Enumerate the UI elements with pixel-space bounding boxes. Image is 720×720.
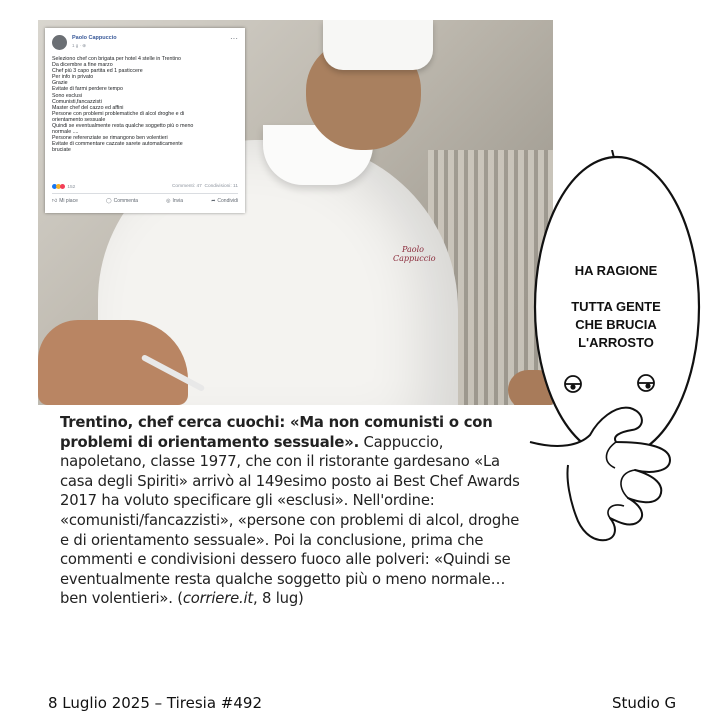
- post-line: Grazie: [52, 80, 68, 87]
- globe-icon: ⊕: [82, 43, 87, 48]
- comment-icon: ◯: [105, 198, 112, 204]
- reactions-icon[interactable]: [52, 184, 66, 189]
- like-button[interactable]: 👍︎ Mi piace: [52, 198, 78, 204]
- speech-gap: [550, 280, 682, 298]
- post-line: Sono esclusi: [52, 92, 83, 99]
- post-time: 1 g · ⊕: [72, 43, 87, 48]
- share-button[interactable]: ➦ Condividi: [211, 198, 238, 204]
- post-line: bruciate: [52, 147, 71, 154]
- article-caption: [60, 413, 530, 609]
- comment-button[interactable]: ◯ Commenta: [105, 198, 139, 204]
- reaction-count[interactable]: 152: [67, 184, 76, 190]
- post-actions: [52, 198, 238, 204]
- share-icon: ➦: [211, 198, 216, 204]
- caption-date: , 8 lug): [253, 590, 304, 608]
- post-line: Da dicembre a fine marzo: [52, 62, 113, 69]
- post-body: [52, 56, 242, 154]
- jacket-logo: Paolo Cappuccio: [393, 245, 436, 263]
- post-line: Persone con problemi problematiche di alcol droghe e di: [52, 110, 185, 117]
- post-author[interactable]: Paolo Cappuccio: [72, 35, 117, 41]
- comments-shares[interactable]: Commenti: 47 Condivisioni: 11: [171, 184, 238, 189]
- footer-date: 8 Luglio 2025 – Tiresia #492: [48, 694, 262, 712]
- facebook-post: [45, 28, 245, 213]
- speech-line: CHE BRUCIA: [575, 317, 657, 332]
- speech-line: HA RAGIONE: [574, 263, 658, 278]
- post-line: Evitate di commentare cazzate sarete automaticamente: [52, 141, 183, 148]
- post-line: Chef più 3 capo partita ed 1 pasticcere: [52, 68, 143, 75]
- post-line: Evitate di farmi perdere tempo: [52, 86, 123, 93]
- avatar[interactable]: [52, 35, 67, 50]
- speech-text: [550, 262, 682, 352]
- post-line: Comunisti,fancazzisti: [52, 98, 102, 105]
- post-line: Per info in privato: [52, 74, 94, 81]
- thumbs-up-icon: 👍︎: [52, 198, 58, 204]
- left-eye-icon: [565, 376, 581, 392]
- speech-line: TUTTA GENTE: [571, 299, 661, 314]
- chef-hat: [323, 20, 433, 70]
- post-line: normale ....: [52, 129, 79, 136]
- post-line: Seleziono chef con brigata per hotel 4 stelle in Trentino: [52, 56, 181, 62]
- more-options-icon[interactable]: ···: [230, 34, 238, 43]
- caption-source: corriere.it: [182, 590, 254, 608]
- send-button[interactable]: ◎ Invia: [166, 198, 184, 204]
- speech-line: L'ARROSTO: [578, 335, 654, 350]
- caption-headline: Trentino, chef cerca cuochi: «Ma non comunisti o con problemi di orientamento sessuale».: [60, 414, 493, 451]
- divider: [52, 193, 238, 194]
- right-eye-icon: [638, 375, 654, 391]
- messenger-icon: ◎: [166, 198, 171, 204]
- post-stats: [52, 184, 238, 190]
- post-line: orientamento sessuale: [52, 116, 106, 123]
- footer-studio: Studio G: [612, 694, 677, 712]
- tiresia-figure: [520, 150, 720, 570]
- post-line: Quindi se eventualmente resta qualche soggetto più o meno: [52, 123, 194, 130]
- caption-body: Cappuccio, napoletano, classe 1977, che con il ristorante gardesano «La casa degli Spiriti» arrivò al 149esimo posto ai Best Chef Awards 2017 ha voluto specificare gli «esclusi». Nell'ordine: «comunisti/fancazzisti», «persone con problemi di alcol, droghe e di orientamento sessuale». Poi la conclusione, prima che commenti e condivisioni dessero fuoco alle polveri: «Quindi se eventualmente resta qualche soggetto più o meno normale… ben volentieri». (: [60, 433, 520, 608]
- post-line: Master chef del cazzo ed affini: [52, 104, 124, 111]
- post-line: Persone referenziate se rimangono ben volentieri: [52, 135, 168, 142]
- chef-arm: [38, 320, 188, 405]
